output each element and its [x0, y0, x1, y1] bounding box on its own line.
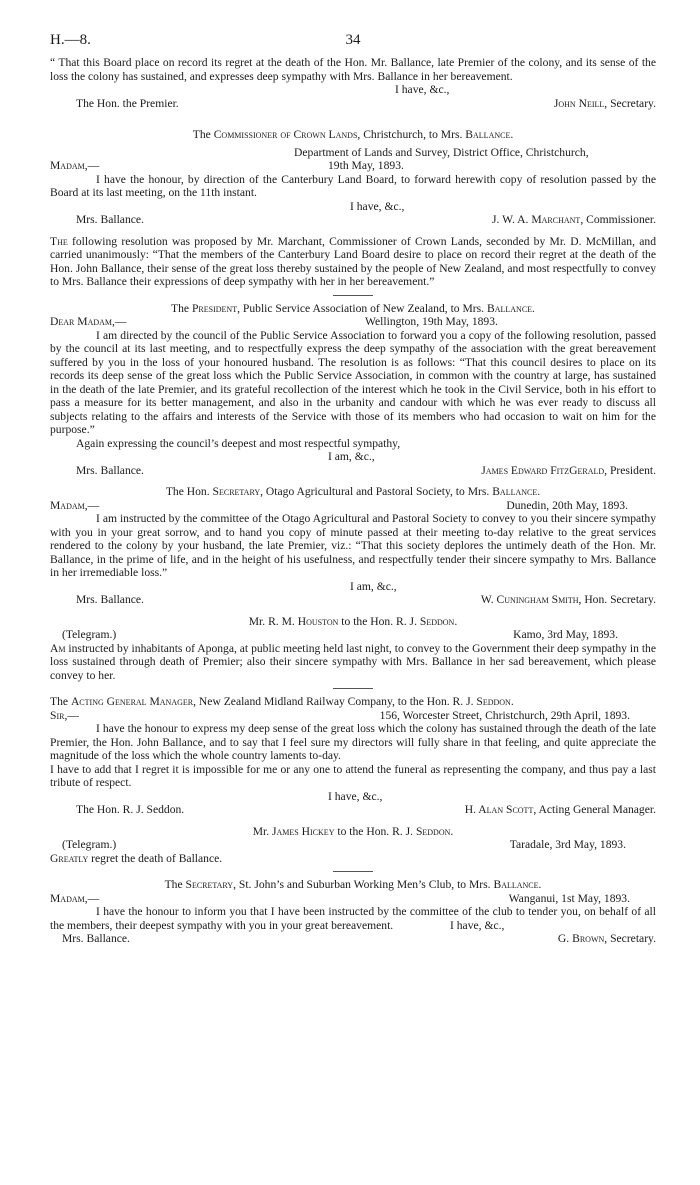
letter-heading: The President, Public Service Association of New Zealand, to Mrs. Ballance.: [171, 301, 535, 315]
letter-heading: The Hon. Secretary, Otago Agricultural and Pastoral Society, to Mrs. Ballance.: [165, 485, 541, 498]
page-number: 34: [345, 32, 361, 48]
telegram-houston: [50, 615, 656, 683]
letter-heading: Mr. R. M. Houston to the Hon. R. J. Seddon.: [248, 614, 458, 628]
addressee: Mrs. Ballance.: [62, 932, 130, 945]
closing: I have, &c.,: [328, 789, 383, 803]
letter-date: 156, Worcester Street, Christchurch, 29th April, 1893.: [379, 708, 630, 722]
salutation: Madam,—: [50, 891, 100, 905]
resolution-text: “ That this Board place on record its regret at the death of the Hon. Mr. Ballance, late Premier of the colony, and its sense of the loss the colony has sustained, and expresses deep sympathy with Mrs. Ballance in her bereavement.: [50, 56, 656, 83]
document-reference: H.—8.: [50, 32, 91, 48]
telegram-hickey: [50, 825, 656, 866]
signature: J. W. A. Marchant, Commissioner.: [492, 213, 656, 226]
letter-heading: The Commissioner of Crown Lands, Christchurch, to Mrs. Ballance.: [192, 128, 514, 141]
telegram-label: (Telegram.): [62, 628, 117, 641]
salutation: Madam,—: [50, 498, 100, 512]
letter-body: I have the honour to express my deep sense of the great loss which the colony has sustained through the death of the late Premier, the Hon. John Ballance, and to say that I feel sure my directors will fully share in that feeling, and quite appreciate the magnitude of the loss which the whole country laments to-day.: [50, 722, 656, 762]
letter-date: Dunedin, 20th May, 1893.: [506, 498, 628, 512]
signature: G. Brown, Secretary.: [557, 932, 656, 945]
signature: James Edward FitzGerald, President.: [481, 463, 656, 477]
letter-body-closing: Again expressing the council’s deepest and most respectful sympathy,: [76, 436, 401, 450]
closing: I have, &c.,: [450, 918, 505, 932]
closing: I am, &c.,: [350, 579, 397, 593]
addressee: Mrs. Ballance.: [76, 213, 144, 226]
section-divider: [333, 871, 373, 872]
page-header: [50, 32, 656, 56]
signature: W. Cuningham Smith, Hon. Secretary.: [480, 593, 656, 606]
letter-date: 19th May, 1893.: [328, 159, 404, 172]
telegram-body: Greatly regret the death of Ballance.: [50, 851, 223, 865]
letter-midland-railway: [50, 695, 656, 817]
letter-body: I am instructed by the committee of the Otago Agricultural and Pastoral Society to convey to you their sincere sympathy with you in your great sorrow, and to hand you copy of minute passed at their meeting to-day relative to the great services rendered to the colony by your husband, the late Premier, viz.: “That this society deplores the untimely death of the Hon. Mr. Ballance, in the prime of life, and in the height of his usefulness, and respectfully tender their sincere sympathy to Mrs. Ballance in her irremediable loss.”: [50, 512, 656, 579]
letter-body: I have the honour to inform you that I have been instructed by the committee of the club to tender you, on behalf of all the members, their deepest sympathy with you in your great bereavement.: [50, 905, 656, 932]
letter-canterbury-board-end: [50, 56, 656, 110]
letter-working-mens-club: [50, 878, 656, 946]
letter-otago-society: [50, 485, 656, 607]
signature: H. Alan Scott, Acting General Manager.: [464, 803, 656, 816]
letter-public-service-association: [50, 302, 656, 478]
salutation: Dear Madam,—: [50, 315, 127, 328]
salutation: Sir,—: [50, 708, 79, 722]
section-divider: [333, 295, 373, 296]
section-divider: [333, 688, 373, 689]
letter-body-2: I have to add that I regret it is impossible for me or any one to attend the funeral as representing the company, and thus pay a last tribute of respect.: [50, 762, 656, 789]
salutation: Madam,—: [50, 159, 100, 172]
letter-heading: The Secretary, St. John’s and Suburban Working Men’s Club, to Mrs. Ballance.: [164, 878, 542, 891]
closing: I am, &c.,: [328, 450, 375, 463]
resolution-text: The following resolution was proposed by Mr. Marchant, Commissioner of Crown Lands, seconded by Mr. D. McMillan, and carried unanimously: “That the members of the Canterbury Land Board desire to place on record their regret at the death of the Hon. John Ballance, their sense of the great loss thereby sustained by the people of New Zealand, and most respectfully to convey to Mrs. Ballance their expressions of deep sympathy with her in her bereavement.”: [50, 234, 656, 288]
letter-heading: The Acting General Manager, New Zealand Midland Railway Company, to the Hon. R. J. Seddon.: [50, 695, 514, 708]
addressee: The Hon. the Premier.: [76, 96, 179, 110]
addressee: Mrs. Ballance.: [76, 463, 144, 477]
telegram-label: (Telegram.): [62, 838, 117, 851]
letter-body: I have the honour, by direction of the Canterbury Land Board, to forward herewith copy of resolution passed by the Board at its last meeting, on the 11th instant.: [50, 172, 656, 199]
addressee: Mrs. Ballance.: [76, 593, 144, 606]
letter-date: Wanganui, 1st May, 1893.: [508, 891, 630, 905]
department-address: Department of Lands and Survey, District Office, Christchurch,: [294, 145, 589, 159]
closing: I have, &c.,: [395, 83, 450, 96]
letter-date: Kamo, 3rd May, 1893.: [513, 628, 618, 641]
telegram-body: Am instructed by inhabitants of Aponga, at public meeting held last night, to convey to the Government their deep sympathy in the loss sustained through death of Premier; also their sincere sympathy with Mrs. Ballance in her sad bereavement, which please convey to her.: [50, 641, 656, 682]
letter-date: Taradale, 3rd May, 1893.: [509, 838, 626, 851]
addressee: The Hon. R. J. Seddon.: [76, 803, 185, 816]
closing: I have, &c.,: [350, 199, 405, 213]
letter-commissioner-crown-lands: [50, 128, 656, 289]
signature: John Neill, Secretary.: [553, 96, 656, 110]
letter-date: Wellington, 19th May, 1893.: [365, 315, 498, 328]
letter-heading: Mr. James Hickey to the Hon. R. J. Seddon.: [252, 824, 454, 838]
letter-body: I am directed by the council of the Public Service Association to forward you a copy of the following resolution, passed by the council at its last meeting, and to respectfully express the deep sympathy of the association with the great bereavement suffered by you in the loss of your honoured husband. The resolution is as follows: “That this council desires to place on its records its deep sense of the great loss which the Public Service Association, in common with the country at large, has sustained in the death of the late Premier, and its grateful recollection of the interest which he took in the Civil Service, both in his effort to pass a measure for its better management, and also in the urbanity and candour with which he was ever ready to discuss all subjects relating to the affairs and interests of the Service with those of its members who had occasion to wait on him for the purpose.”: [50, 328, 656, 436]
